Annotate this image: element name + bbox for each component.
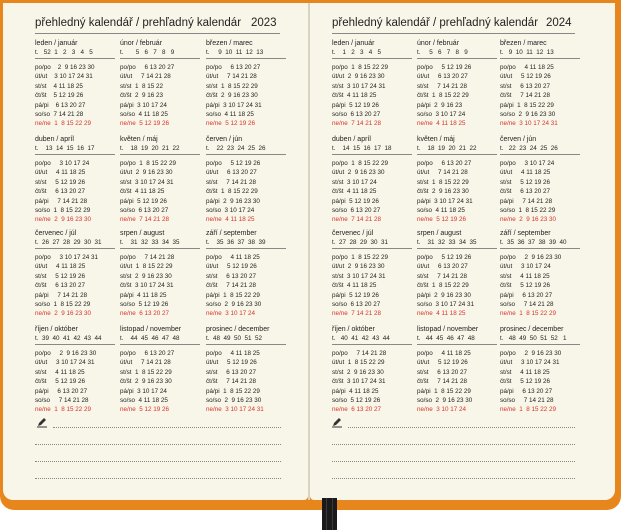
day-row: so/so 2 9 16 23 30 xyxy=(417,396,473,404)
day-row: so/so 1 8 15 22 29 xyxy=(35,300,91,308)
day-row: pá/pi 7 14 21 28 xyxy=(35,291,88,299)
day-row: pá/pi 6 13 20 27 xyxy=(500,291,553,299)
month-rule xyxy=(120,154,200,155)
day-row: so/so 7 14 21 28 xyxy=(35,396,89,404)
month-calendar xyxy=(332,325,412,415)
day-row: út/ut 4 11 18 25 xyxy=(500,169,551,177)
day-row: st/st 6 13 20 27 xyxy=(206,272,257,280)
week-numbers: t. 1 2 3 4 5 xyxy=(332,49,382,56)
day-row: po/po 1 8 15 22 29 xyxy=(120,160,177,167)
month-name: říjen / október xyxy=(332,326,375,333)
week-numbers: t. 9 10 11 12 13 xyxy=(206,49,264,56)
day-row: út/ut 5 12 19 26 xyxy=(500,73,551,81)
day-row: po/po 4 11 18 25 xyxy=(206,350,260,357)
day-row: so/so 3 10 17 24 31 xyxy=(417,300,475,308)
day-row: po/po 6 13 20 27 xyxy=(206,64,261,71)
day-row: st/st 2 9 16 23 30 xyxy=(332,368,384,376)
month-calendar xyxy=(120,229,200,319)
week-numbers: t. 52 1 2 3 4 5 xyxy=(35,49,93,56)
day-row: so/so 6 13 20 27 xyxy=(332,206,381,214)
week-numbers: t. 5 6 7 8 9 xyxy=(120,49,175,56)
sunday-row: ne/ne 4 11 18 25 xyxy=(417,120,466,128)
month-name: září / september xyxy=(206,230,257,237)
month-rule xyxy=(500,344,580,345)
day-row: st/st 3 10 17 24 31 xyxy=(120,178,174,186)
month-name: září / september xyxy=(500,230,551,237)
sunday-row: ne/ne 5 12 19 26 xyxy=(120,120,170,128)
sunday-row: ne/ne 5 12 19 26 xyxy=(120,406,170,414)
week-numbers: t. 39 40 41 42 43 44 xyxy=(35,335,102,342)
month-rule xyxy=(35,248,115,249)
day-row: pá/pi 4 11 18 25 xyxy=(332,387,379,395)
day-row: út/ut 6 13 20 27 xyxy=(417,73,468,81)
month-name: listopad / november xyxy=(120,326,182,333)
day-row: út/ut 7 14 21 28 xyxy=(206,73,257,81)
day-row: út/ut 2 9 16 23 30 xyxy=(332,169,385,177)
week-numbers: t. 22 23 24 25 26 xyxy=(500,145,558,152)
day-row: po/po 5 12 19 26 xyxy=(417,254,472,261)
day-row: st/st 4 11 18 25 xyxy=(500,368,550,376)
week-numbers: t. 13 14 15 16 17 xyxy=(35,145,95,152)
note-line xyxy=(35,444,281,445)
note-line xyxy=(332,461,575,462)
note-line xyxy=(332,478,575,479)
day-row: čt/št 3 10 17 24 31 xyxy=(332,378,386,386)
month-rule xyxy=(120,248,200,249)
month-calendar xyxy=(417,39,497,129)
month-rule xyxy=(500,58,580,59)
month-rule xyxy=(35,58,115,59)
day-row: st/st 2 9 16 23 30 xyxy=(120,272,172,280)
day-row: st/st 5 12 19 26 xyxy=(35,272,86,280)
day-row: út/ut 4 11 18 25 xyxy=(35,169,86,177)
day-row: út/ut 5 12 19 26 xyxy=(206,263,257,271)
page-year: 2024 xyxy=(546,17,572,29)
day-row: po/po 1 8 15 22 29 xyxy=(332,254,389,261)
day-row: st/st 1 8 15 22 29 xyxy=(206,82,258,90)
day-row: pá/pi 7 14 21 28 xyxy=(35,197,88,205)
day-row: čt/št 4 11 18 25 xyxy=(332,92,377,100)
week-numbers: t. 5 6 7 8 9 xyxy=(417,49,468,56)
page-year: 2023 xyxy=(251,17,277,29)
month-name: srpen / august xyxy=(120,230,165,237)
month-calendar xyxy=(332,39,412,129)
day-row: pá/pi 5 12 19 26 xyxy=(120,197,167,205)
day-row: so/so 4 11 18 25 xyxy=(120,396,168,404)
day-row: čt/št 2 9 16 23 xyxy=(120,92,164,100)
month-name: leden / január xyxy=(35,40,78,47)
day-row: čt/št 6 13 20 27 xyxy=(35,188,86,196)
day-row: pá/pi 3 10 17 24 xyxy=(120,101,167,109)
month-calendar xyxy=(500,135,580,225)
month-rule xyxy=(417,154,497,155)
month-name: únor / február xyxy=(417,40,460,47)
day-row: út/ut 7 14 21 28 xyxy=(120,73,171,81)
month-rule xyxy=(35,344,115,345)
note-line xyxy=(35,478,281,479)
day-row: po/po 6 13 20 27 xyxy=(417,160,472,167)
sunday-row: ne/ne 7 14 21 28 xyxy=(120,216,170,224)
day-row: po/po 1 8 15 22 29 xyxy=(332,64,389,71)
day-row: pá/pi 6 13 20 27 xyxy=(500,387,553,395)
month-calendar xyxy=(332,229,412,319)
month-calendar xyxy=(35,39,115,129)
month-rule xyxy=(417,58,497,59)
week-numbers: t. 9 10 11 12 13 xyxy=(500,49,554,56)
sunday-row: ne/ne 3 10 17 24 xyxy=(417,406,467,414)
day-row: út/ut 1 8 15 22 29 xyxy=(332,359,385,367)
day-row: po/po 7 14 21 28 xyxy=(120,254,175,261)
day-row: so/so 1 8 15 22 29 xyxy=(500,206,556,214)
day-row: so/so 6 13 20 27 xyxy=(332,110,381,118)
day-row: pá/pi 2 9 16 23 xyxy=(417,101,463,109)
day-row: út/ut 5 12 19 26 xyxy=(206,359,257,367)
page-left xyxy=(3,3,308,500)
day-row: po/po 2 9 16 23 30 xyxy=(35,350,97,357)
sunday-row: ne/ne 6 13 20 27 xyxy=(332,406,382,414)
note-line xyxy=(348,427,575,428)
week-numbers: t. 35 36 37 38 39 40 xyxy=(500,239,567,246)
month-rule xyxy=(206,248,286,249)
day-row: po/po 4 11 18 25 xyxy=(500,64,554,71)
day-row: st/st 7 14 21 28 xyxy=(417,82,468,90)
day-row: po/po 3 10 17 24 xyxy=(35,160,90,167)
month-rule xyxy=(120,58,200,59)
day-row: út/ut 7 14 21 28 xyxy=(417,169,468,177)
week-numbers: t. 18 19 20 21 22 xyxy=(417,145,477,152)
day-row: čt/št 2 9 16 23 30 xyxy=(417,188,469,196)
month-rule xyxy=(332,248,412,249)
month-calendar xyxy=(417,229,497,319)
week-numbers: t. 22 23 24 25 26 xyxy=(206,145,266,152)
month-name: srpen / august xyxy=(417,230,462,237)
day-row: pá/pi 2 9 16 23 30 xyxy=(417,291,471,299)
day-row: pá/pi 2 9 16 23 30 xyxy=(206,197,260,205)
month-calendar xyxy=(206,229,286,319)
month-rule xyxy=(206,58,286,59)
month-rule xyxy=(332,58,412,59)
day-row: pá/pi 6 13 20 27 xyxy=(35,387,88,395)
day-row: st/st 5 12 19 26 xyxy=(500,178,551,186)
day-row: st/st 6 13 20 27 xyxy=(417,368,468,376)
day-row: čt/št 6 13 20 27 xyxy=(500,188,551,196)
day-row: pá/pi 5 12 19 26 xyxy=(332,197,379,205)
month-calendar xyxy=(120,39,200,129)
day-row: so/so 7 14 21 28 xyxy=(500,396,554,404)
sunday-row: ne/ne 1 8 15 22 29 xyxy=(500,310,557,318)
month-rule xyxy=(500,154,580,155)
day-row: so/so 4 11 18 25 xyxy=(120,110,168,118)
note-line xyxy=(332,444,575,445)
month-name: únor / február xyxy=(120,40,163,47)
month-rule xyxy=(332,344,412,345)
month-calendar xyxy=(206,39,286,129)
day-row: út/ut 1 8 15 22 29 xyxy=(120,263,173,271)
day-row: po/po 3 10 17 24 xyxy=(500,160,555,167)
month-rule xyxy=(206,344,286,345)
day-row: pá/pi 4 11 18 25 xyxy=(120,291,167,299)
sunday-row: ne/ne 3 10 17 24 xyxy=(206,310,256,318)
pencil-icon xyxy=(331,416,343,428)
sunday-row: ne/ne 3 10 17 24 31 xyxy=(206,406,264,414)
week-numbers: t. 26 27 28 29 30 31 xyxy=(35,239,102,246)
month-rule xyxy=(417,344,497,345)
month-calendar xyxy=(500,325,580,415)
day-row: so/so 4 11 18 25 xyxy=(417,206,465,214)
day-row: čt/št 1 8 15 22 29 xyxy=(417,282,469,290)
day-row: út/ut 7 14 21 28 xyxy=(120,359,171,367)
day-row: pá/pi 5 12 19 26 xyxy=(332,291,379,299)
sunday-row: ne/ne 3 10 17 24 31 xyxy=(500,120,558,128)
day-row: čt/št 5 12 19 26 xyxy=(35,92,84,100)
week-numbers: t. 44 45 46 47 48 xyxy=(120,335,180,342)
day-row: po/po 1 8 15 22 29 xyxy=(332,160,389,167)
day-row: st/st 4 11 18 25 xyxy=(500,272,550,280)
day-row: st/st 6 13 20 27 xyxy=(206,368,257,376)
month-rule xyxy=(120,344,200,345)
day-row: út/ut 3 10 17 24 31 xyxy=(35,73,93,81)
note-line xyxy=(35,461,281,462)
day-row: st/st 6 13 20 27 xyxy=(500,82,551,90)
month-rule xyxy=(500,248,580,249)
sunday-row: ne/ne 5 12 19 26 xyxy=(417,216,467,224)
week-numbers: t. 48 49 50 51 52 1 xyxy=(500,335,567,342)
month-name: březen / marec xyxy=(206,40,253,47)
month-calendar xyxy=(120,325,200,415)
day-row: út/ut 2 9 16 23 30 xyxy=(332,73,385,81)
day-row: so/so 5 12 19 26 xyxy=(120,300,169,308)
sunday-row: ne/ne 7 14 21 28 xyxy=(332,120,382,128)
month-calendar xyxy=(417,135,497,225)
month-name: listopad / november xyxy=(417,326,479,333)
day-row: pá/pi 5 12 19 26 xyxy=(332,101,379,109)
week-numbers: t. 31 32 33 34 35 xyxy=(120,239,180,246)
day-row: po/po 7 14 21 28 xyxy=(332,350,387,357)
day-row: so/so 4 11 18 25 xyxy=(206,110,254,118)
month-name: červen / jún xyxy=(206,136,243,143)
month-calendar xyxy=(500,229,580,319)
day-row: po/po 4 11 18 25 xyxy=(206,254,260,261)
sunday-row: ne/ne 7 14 21 28 xyxy=(332,216,382,224)
month-calendar xyxy=(120,135,200,225)
day-row: pá/pi 1 8 15 22 29 xyxy=(500,101,554,109)
sunday-row: ne/ne 6 13 20 27 xyxy=(120,310,170,318)
week-numbers: t. 18 19 20 21 22 xyxy=(120,145,180,152)
day-row: st/st 3 10 17 24 31 xyxy=(332,272,386,280)
day-row: út/ut 2 9 16 23 30 xyxy=(332,263,385,271)
day-row: so/so 2 9 16 23 30 xyxy=(206,396,262,404)
pencil-icon xyxy=(36,416,48,428)
day-row: so/so 7 14 21 28 xyxy=(35,110,84,118)
sunday-row: ne/ne 2 9 16 23 30 xyxy=(35,310,92,318)
day-row: čt/št 1 8 15 22 29 xyxy=(417,92,469,100)
month-calendar xyxy=(206,325,286,415)
day-row: čt/št 4 11 18 25 xyxy=(332,188,377,196)
day-row: st/st 4 11 18 25 xyxy=(35,82,83,90)
month-name: duben / apríl xyxy=(332,136,371,143)
title-rule xyxy=(332,33,575,34)
sunday-row: ne/ne 1 8 15 22 29 xyxy=(35,120,92,128)
day-row: pá/pi 1 8 15 22 29 xyxy=(206,291,260,299)
day-row: so/so 2 9 16 23 30 xyxy=(206,300,262,308)
month-name: duben / apríl xyxy=(35,136,74,143)
month-name: březen / marec xyxy=(500,40,547,47)
page-title: přehledný kalendář / prehľadný kalendár xyxy=(35,17,242,29)
day-row: po/po 6 13 20 27 xyxy=(120,350,175,357)
day-row: st/st 7 14 21 28 xyxy=(206,178,257,186)
month-name: prosinec / december xyxy=(500,326,564,333)
day-row: čt/št 7 14 21 28 xyxy=(206,378,257,386)
day-row: út/ut 6 13 20 27 xyxy=(206,169,257,177)
day-row: st/st 5 12 19 26 xyxy=(35,178,86,186)
day-row: po/po 3 10 17 24 31 xyxy=(35,254,99,261)
month-name: červenec / júl xyxy=(332,230,374,237)
day-row: so/so 1 8 15 22 29 xyxy=(35,206,91,214)
day-row: čt/št 6 13 20 27 xyxy=(35,282,86,290)
day-row: út/ut 3 10 17 24 31 xyxy=(500,359,560,367)
day-row: čt/št 7 14 21 28 xyxy=(417,378,468,386)
day-row: st/st 1 8 15 22 xyxy=(120,82,164,90)
sunday-row: ne/ne 7 14 21 28 xyxy=(332,310,382,318)
sunday-row: ne/ne 1 8 15 22 29 xyxy=(500,406,557,414)
day-row: út/ut 6 13 20 27 xyxy=(417,263,468,271)
day-row: čt/št 7 14 21 28 xyxy=(206,282,257,290)
month-calendar xyxy=(332,135,412,225)
day-row: po/po 6 13 20 27 xyxy=(120,64,175,71)
month-calendar xyxy=(35,135,115,225)
month-rule xyxy=(35,154,115,155)
day-row: po/po 4 11 18 25 xyxy=(417,350,471,357)
day-row: pá/pi 3 10 17 24 31 xyxy=(206,101,262,109)
month-name: říjen / október xyxy=(35,326,78,333)
sunday-row: ne/ne 2 9 16 23 30 xyxy=(35,216,92,224)
day-row: čt/št 2 9 16 23 30 xyxy=(120,378,172,386)
day-row: út/ut 5 12 19 26 xyxy=(417,359,468,367)
day-row: čt/št 2 9 16 23 30 xyxy=(206,92,258,100)
day-row: čt/št 4 11 18 25 xyxy=(120,188,165,196)
day-row: čt/št 7 14 21 28 xyxy=(500,92,551,100)
week-numbers: t. 48 49 50 51 52 xyxy=(206,335,263,342)
day-row: pá/pi 7 14 21 28 xyxy=(500,197,553,205)
day-row: čt/št 5 12 19 26 xyxy=(500,378,551,386)
day-row: st/st 7 14 21 28 xyxy=(417,272,468,280)
title-rule xyxy=(35,33,280,34)
day-row: st/st 3 10 17 24 31 xyxy=(332,82,386,90)
day-row: út/ut 3 10 17 24 xyxy=(500,263,551,271)
sunday-row: ne/ne 2 9 16 23 30 xyxy=(500,216,557,224)
week-numbers: t. 44 45 46 47 48 xyxy=(417,335,475,342)
day-row: so/so 6 13 20 27 xyxy=(332,300,381,308)
month-calendar xyxy=(417,325,497,415)
day-row: st/st 3 10 17 24 xyxy=(332,178,377,186)
day-row: čt/št 1 8 15 22 29 xyxy=(206,188,258,196)
month-name: leden / január xyxy=(332,40,375,47)
day-row: st/st 1 8 15 22 29 xyxy=(120,368,172,376)
month-name: květen / máj xyxy=(120,136,158,143)
week-numbers: t. 27 28 29 30 31 xyxy=(332,239,389,246)
sunday-row: ne/ne 5 12 19 26 xyxy=(206,120,256,128)
day-row: út/ut 2 9 16 23 30 xyxy=(120,169,173,177)
day-row: so/so 3 10 17 24 xyxy=(417,110,466,118)
day-row: st/st 4 11 18 25 xyxy=(35,368,85,376)
day-row: po/po 2 9 16 23 30 xyxy=(500,254,562,261)
week-numbers: t. 40 41 42 43 44 xyxy=(332,335,390,342)
day-row: pá/pi 3 10 17 24 xyxy=(120,387,167,395)
month-calendar xyxy=(35,325,115,415)
week-numbers: t. 14 15 16 17 18 xyxy=(332,145,392,152)
month-name: červen / jún xyxy=(500,136,537,143)
day-row: pá/pi 1 8 15 22 29 xyxy=(417,387,471,395)
month-calendar xyxy=(35,229,115,319)
day-row: st/st 1 8 15 22 29 xyxy=(417,178,469,186)
day-row: pá/pi 1 8 15 22 29 xyxy=(206,387,260,395)
day-row: so/so 7 14 21 28 xyxy=(500,300,554,308)
day-row: so/so 6 13 20 27 xyxy=(120,206,169,214)
day-row: po/po 2 9 16 23 30 xyxy=(500,350,562,357)
day-row: čt/št 4 11 18 25 xyxy=(332,282,377,290)
week-numbers: t. 35 36 37 38 39 xyxy=(206,239,266,246)
month-name: květen / máj xyxy=(417,136,455,143)
day-row: pá/pi 3 10 17 24 31 xyxy=(417,197,473,205)
day-row: út/ut 3 10 17 24 31 xyxy=(35,359,95,367)
month-name: prosinec / december xyxy=(206,326,270,333)
week-numbers: t. 31 32 33 34 35 xyxy=(417,239,477,246)
day-row: út/ut 4 11 18 25 xyxy=(35,263,86,271)
day-row: so/so 2 9 16 23 30 xyxy=(500,110,556,118)
note-line xyxy=(53,427,281,428)
day-row: so/so 3 10 17 24 xyxy=(206,206,255,214)
day-row: po/po 2 9 16 23 30 xyxy=(35,64,95,71)
sunday-row: ne/ne 4 11 18 25 xyxy=(206,216,255,224)
month-rule xyxy=(332,154,412,155)
page-title: přehledný kalendář / prehľadný kalendár xyxy=(332,17,539,29)
bookmark-ribbon[interactable] xyxy=(322,498,337,530)
sunday-row: ne/ne 4 11 18 25 xyxy=(417,310,466,318)
day-row: čt/št 3 10 17 24 31 xyxy=(120,282,174,290)
day-row: po/po 5 12 19 26 xyxy=(417,64,472,71)
month-calendar xyxy=(206,135,286,225)
sunday-row: ne/ne 1 8 15 22 29 xyxy=(35,406,92,414)
day-row: so/so 5 12 19 26 xyxy=(332,396,381,404)
day-row: čt/št 5 12 19 26 xyxy=(500,282,551,290)
day-row: čt/št 5 12 19 26 xyxy=(35,378,86,386)
page-right xyxy=(310,3,615,500)
month-name: červenec / júl xyxy=(35,230,77,237)
month-rule xyxy=(206,154,286,155)
day-row: po/po 5 12 19 26 xyxy=(206,160,261,167)
month-rule xyxy=(417,248,497,249)
month-calendar xyxy=(500,39,580,129)
day-row: pá/pi 6 13 20 27 xyxy=(35,101,86,109)
